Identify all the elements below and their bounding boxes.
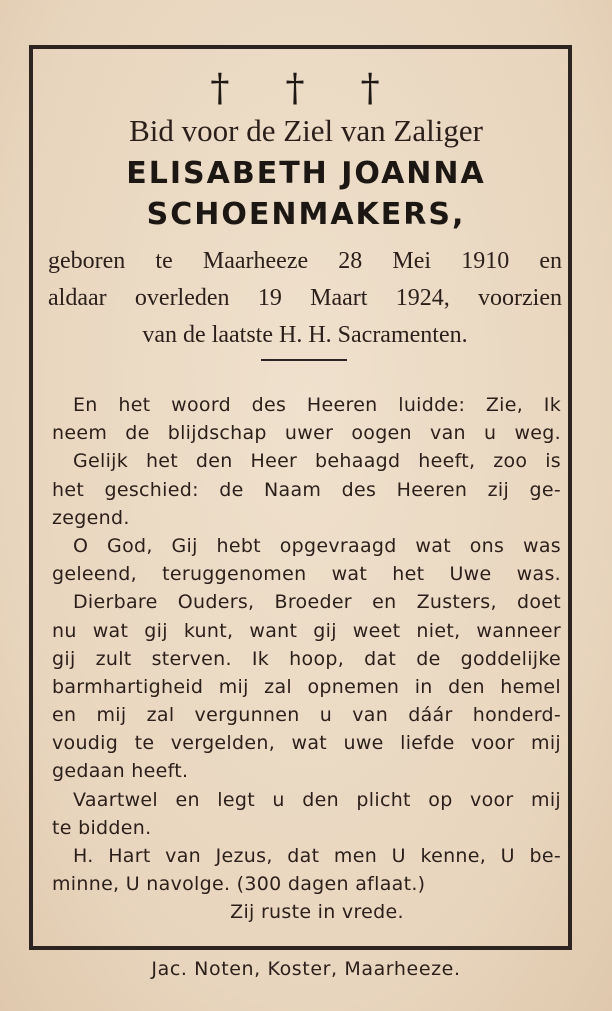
text-line: nu wat gij kunt, want gij weet niet, wanneer	[52, 619, 561, 642]
deceased-name-last: SCHOENMAKERS,	[146, 197, 466, 232]
text-line: te bidden.	[52, 816, 152, 839]
text-line: minne, U navolge. (300 dagen aflaat.)	[52, 873, 426, 896]
sacraments-line: van de laatste H. H. Sacramenten.	[142, 322, 468, 348]
text-line: gij zult sterven. Ik hoop, dat de goddelijke	[52, 647, 561, 670]
text-line: het geschied: de Naam des Heeren zij ge-	[52, 478, 561, 501]
birth-death-details	[48, 243, 562, 354]
closing-line: Zij ruste in vrede.	[230, 901, 404, 924]
text-line: geleend, teruggenomen wat het Uwe was.	[52, 563, 561, 586]
text-line: Gelijk het den Heer behaagd heeft, zoo is	[73, 450, 561, 473]
text-line: En het woord des Heeren luidde: Zie, Ik	[73, 394, 561, 416]
death-line: aldaar overleden 19 Maart 1924, voorzien	[48, 285, 562, 311]
prayer-text	[52, 391, 561, 927]
three-crosses-icon: † † †	[210, 66, 402, 110]
text-line: Vaartwel en legt u den plicht op voor mij	[73, 788, 561, 811]
text-line: gedaan heeft.	[52, 760, 189, 783]
text-line: barmhartigheid mij zal opnemen in den hemel	[52, 675, 561, 698]
deceased-name-first: ELISABETH JOANNA	[126, 156, 486, 191]
printer-credit: Jac. Noten, Koster, Maarheeze.	[151, 958, 461, 980]
divider	[261, 359, 347, 361]
birth-line: geboren te Maarheeze 28 Mei 1910 en	[48, 248, 562, 274]
prayer-heading: Bid voor de Ziel van Zaliger	[129, 113, 483, 148]
text-line: en mij zal vergunnen u van dáár honderd-	[52, 704, 561, 727]
text-line: O God, Gij hebt opgevraagd wat ons was	[73, 534, 561, 557]
text-line: Dierbare Ouders, Broeder en Zusters, doet	[73, 591, 561, 614]
text-line: voudig te vergelden, wat uwe liefde voor mij	[52, 732, 561, 755]
text-line: neem de blijdschap uwer oogen van u weg.	[52, 422, 561, 445]
text-line: H. Hart van Jezus, dat men U kenne, U be-	[73, 845, 561, 867]
text-line: zegend.	[52, 506, 130, 529]
